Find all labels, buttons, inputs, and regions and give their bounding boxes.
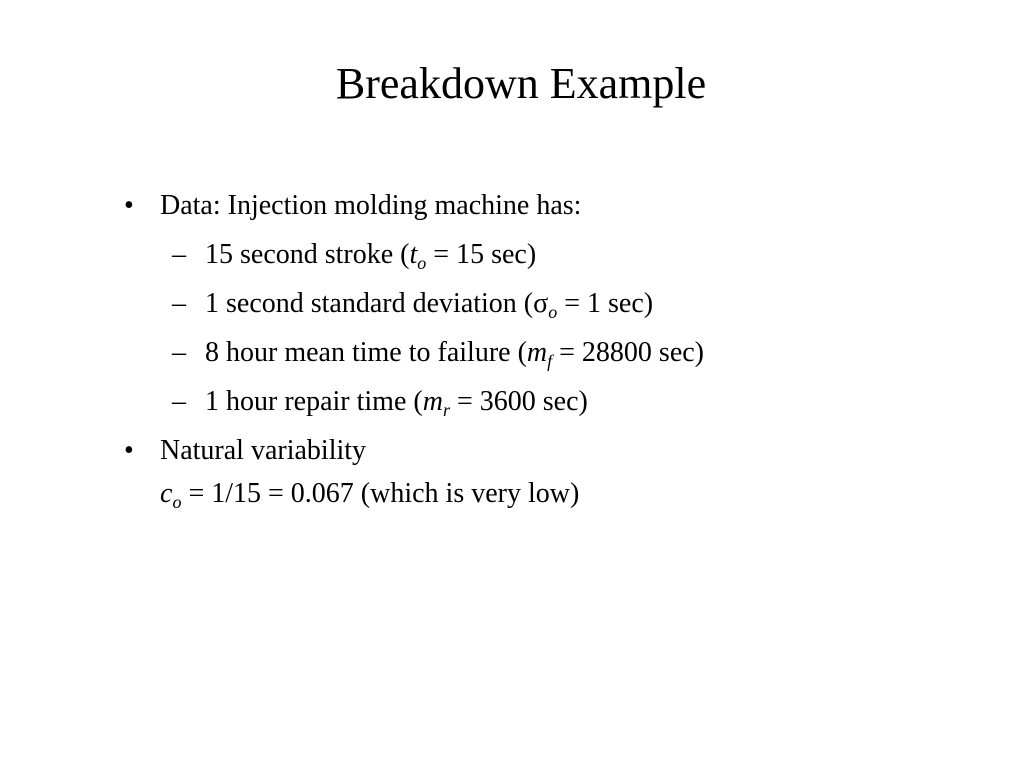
continuation-post: = 1/15 = 0.067 (which is very low) bbox=[181, 478, 580, 509]
symbol-subscript: r bbox=[442, 400, 450, 420]
dash-marker: – bbox=[172, 386, 186, 417]
symbol-subscript: o bbox=[172, 492, 182, 512]
subitem-text bbox=[205, 238, 536, 272]
slide-title: Breakdown Example bbox=[335, 59, 707, 108]
symbol: σ bbox=[533, 288, 549, 319]
subitem-post: = 3600 sec) bbox=[449, 386, 588, 417]
subitem-post: = 28800 sec) bbox=[552, 337, 705, 368]
symbol-subscript: f bbox=[547, 351, 553, 371]
subitem-post: = 15 sec) bbox=[426, 239, 537, 270]
symbol-subscript: o bbox=[417, 253, 427, 273]
dash-marker: – bbox=[172, 239, 186, 270]
subitem-pre: 1 hour repair time ( bbox=[205, 386, 423, 417]
symbol: t bbox=[409, 239, 418, 270]
dash-marker: – bbox=[172, 288, 186, 319]
bullet-marker: • bbox=[124, 190, 134, 221]
continuation-text bbox=[160, 477, 579, 511]
subitem-pre: 8 hour mean time to failure ( bbox=[205, 337, 527, 368]
subitem-text bbox=[205, 385, 588, 419]
symbol-subscript: o bbox=[548, 302, 558, 322]
subitem-text bbox=[205, 287, 653, 321]
subitem-post: = 1 sec) bbox=[557, 288, 654, 319]
symbol: c bbox=[160, 478, 173, 509]
subitem-text bbox=[205, 336, 704, 370]
symbol: m bbox=[422, 386, 443, 417]
bullet-text: Data: Injection molding machine has: bbox=[160, 190, 582, 221]
subitem-pre: 15 second stroke ( bbox=[205, 239, 410, 270]
subitem-pre: 1 second standard deviation ( bbox=[205, 288, 534, 319]
symbol: m bbox=[526, 337, 548, 368]
bullet-marker: • bbox=[124, 435, 134, 466]
bullet-text: Natural variability bbox=[160, 435, 367, 466]
dash-marker: – bbox=[172, 337, 186, 368]
